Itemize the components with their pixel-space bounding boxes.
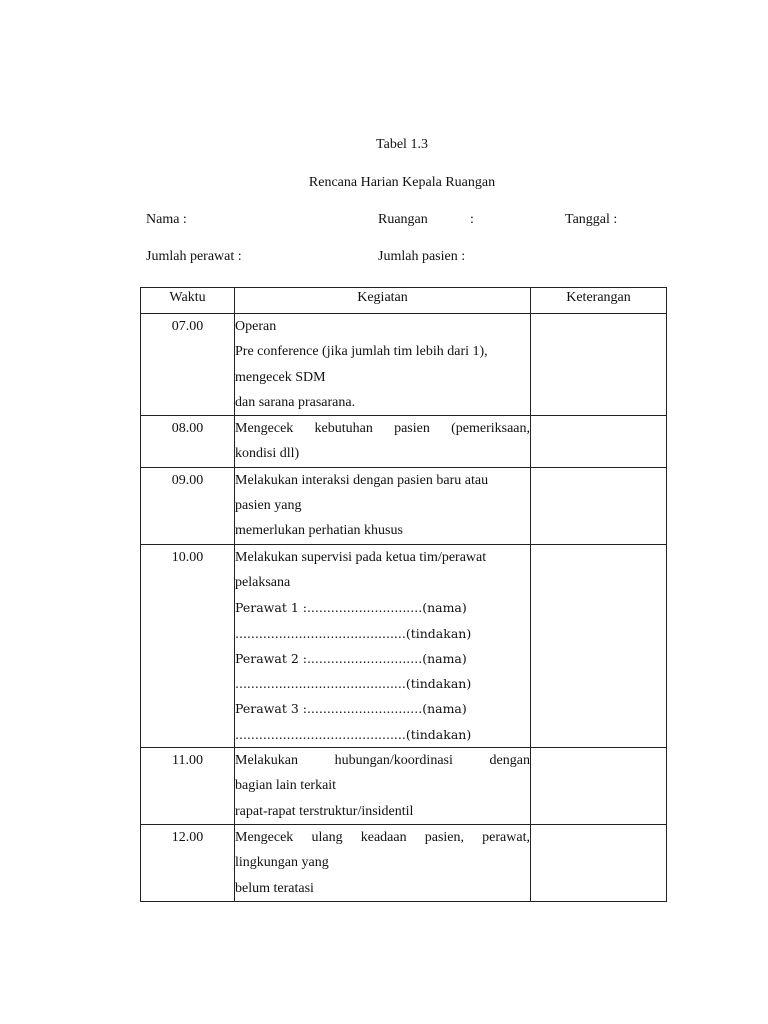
daily-plan-table (140, 287, 667, 902)
time-cell: 10.00 (141, 544, 235, 747)
perawat-1-action-line: ...........................................(tindakan) (235, 625, 472, 641)
jumlah-perawat-label: Jumlah perawat : (146, 249, 242, 264)
table-header-row (141, 288, 667, 314)
activity-line: memerlukan perhatian khusus (235, 523, 403, 539)
activity-line: bagian lain terkait (235, 778, 337, 794)
time-cell: 07.00 (141, 314, 235, 416)
note-cell[interactable] (531, 544, 667, 747)
perawat-3-name-line: Perawat 3 :.............................(nama) (235, 701, 467, 717)
perawat-1-name-line: Perawat 1 :.............................(nama) (235, 600, 467, 616)
header-keterangan: Keterangan (531, 288, 667, 314)
ruangan-colon: : (470, 212, 474, 227)
activity-cell (235, 748, 531, 825)
activity-cell (235, 416, 531, 468)
document-title: Tabel 1.3 (376, 137, 428, 152)
ruangan-label: Ruangan (378, 212, 428, 227)
note-cell[interactable] (531, 467, 667, 544)
activity-line: pasien yang (235, 498, 302, 514)
activity-cell (235, 314, 531, 416)
time-cell: 11.00 (141, 748, 235, 825)
activity-line: rapat-rapat terstruktur/insidentil (235, 803, 414, 819)
activity-cell (235, 467, 531, 544)
activity-line: Melakukan hubungan/koordinasi dengan (235, 753, 530, 769)
table-row (141, 748, 667, 825)
perawat-2-name-line: Perawat 2 :.............................(nama) (235, 650, 467, 666)
table-row (141, 824, 667, 901)
activity-line: Operan (235, 319, 277, 334)
note-cell[interactable] (531, 824, 667, 901)
note-cell[interactable] (531, 416, 667, 468)
activity-line: kondisi dll) (235, 446, 300, 462)
activity-cell (235, 544, 531, 747)
tanggal-label: Tanggal : (565, 212, 618, 227)
nama-label: Nama : (146, 212, 187, 227)
activity-line: Melakukan supervisi pada ketua tim/perawat (235, 549, 487, 565)
header-waktu: Waktu (141, 288, 235, 314)
activity-line: Melakukan interaksi dengan pasien baru atau (235, 472, 489, 488)
table-row (141, 314, 667, 416)
activity-line: lingkungan yang (235, 855, 329, 871)
table-row (141, 467, 667, 544)
document-subtitle: Rencana Harian Kepala Ruangan (308, 175, 496, 190)
activity-cell (235, 824, 531, 901)
time-cell: 08.00 (141, 416, 235, 468)
perawat-3-action-line: ...........................................(tindakan) (235, 726, 472, 742)
note-cell[interactable] (531, 748, 667, 825)
time-cell: 09.00 (141, 467, 235, 544)
activity-line: mengecek SDM (235, 369, 326, 385)
table-row (141, 544, 667, 747)
activity-line: Mengecek kebutuhan pasien (pemeriksaan, (235, 421, 530, 437)
activity-line: belum teratasi (235, 880, 314, 896)
perawat-2-action-line: ...........................................(tindakan) (235, 676, 472, 692)
note-cell[interactable] (531, 314, 667, 416)
activity-line: Pre conference (jika jumlah tim lebih dari 1), (235, 344, 488, 360)
time-cell: 12.00 (141, 824, 235, 901)
jumlah-pasien-label: Jumlah pasien : (378, 249, 466, 264)
activity-line: Mengecek ulang keadaan pasien, perawat, (235, 829, 530, 845)
table-row (141, 416, 667, 468)
activity-line: pelaksana (235, 574, 291, 590)
header-kegiatan: Kegiatan (235, 288, 531, 314)
activity-line: dan sarana prasarana. (235, 394, 356, 410)
